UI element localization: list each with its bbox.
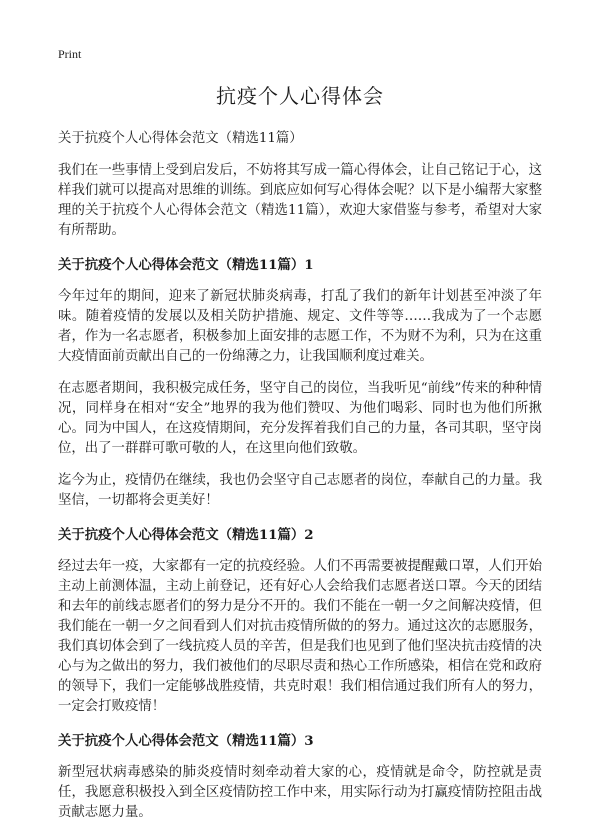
section-3-paragraph-1: 新型冠状病毒感染的肺炎疫情时刻牵动着大家的心，疫情就是命令，防控就是责任，我愿意积极投入到全区疫情防控工作中来，用实际行动为打赢疫情防控阻击战贡献志愿力量。 <box>58 765 542 820</box>
section-heading-2: 关于抗疫个人心得体会范文（精选11篇）2 <box>58 527 314 543</box>
section-1-paragraph-2: 在志愿者期间，我积极完成任务，坚守自己的岗位，当我听见“前线”传来的种种情况，同样身在相对“安全”地界的我为他们赞叹、为他们喝彩、同时也为他们所揪心。同为中国人，在这疫情期间，充分发挥着我们自己的力量，各司其职，坚守岗位，出了一群群可歌可敬的人，在这里向他们致敬。 <box>58 381 542 456</box>
section-heading-3: 关于抗疫个人心得体会范文（精选11篇）3 <box>58 733 314 749</box>
page-title: 抗疫个人心得体会 <box>216 84 384 108</box>
section-1-paragraph-3: 迄今为止，疫情仍在继续，我也仍会坚守自己志愿者的岗位，奉献自己的力量。我坚信，一切都将会更美好！ <box>58 473 542 508</box>
document-subtitle: 关于抗疫个人心得体会范文（精选11篇） <box>58 131 303 146</box>
print-link[interactable]: Print <box>58 47 82 61</box>
section-1-paragraph-1: 今年过年的期间，迎来了新冠状肺炎病毒，打乱了我们的新年计划甚至冲淡了年味。随着疫情的发展以及相关防护措施、规定、文件等等……我成为了一个志愿者，作为一名志愿者，积极参加上面安排的志愿工作，不为财不为利，只为在这重大疫情面前贡献出自己的一份绵薄之力，让我国顺利度过难关。 <box>58 289 542 364</box>
section-heading-1: 关于抗疫个人心得体会范文（精选11篇）1 <box>58 257 314 273</box>
intro-paragraph: 我们在一些事情上受到启发后，不妨将其写成一篇心得体会，让自己铭记于心，这样我们就可以提高对思维的训练。到底应如何写心得体会呢？以下是小编帮大家整理的关于抗疫个人心得体会范文（精选11篇），欢迎大家借鉴与参考，希望对大家有所帮助。 <box>58 163 542 238</box>
section-2-paragraph-1: 经过去年一疫，大家都有一定的抗疫经验。人们不再需要被提醒戴口罩，人们开始主动上前测体温，主动上前登记，还有好心人会给我们志愿者送口罩。今天的团结和去年的前线志愿者们的努力是分不开的。我们不能在一朝一夕之间解决疫情，但我们能在一朝一夕之间看到人们对抗击疫情所做的的努力。通过这次的志愿服务，我们真切体会到了一线抗疫人员的辛苦，但是我们也见到了他们坚决抗击疫情的决心与为之做出的努力，我们被他们的尽职尽责和热心工作所感染，相信在党和政府的领导下，我们一定能够战胜疫情，共克时艰！我们相信通过我们所有人的努力，一定会打败疫情！ <box>58 559 542 714</box>
